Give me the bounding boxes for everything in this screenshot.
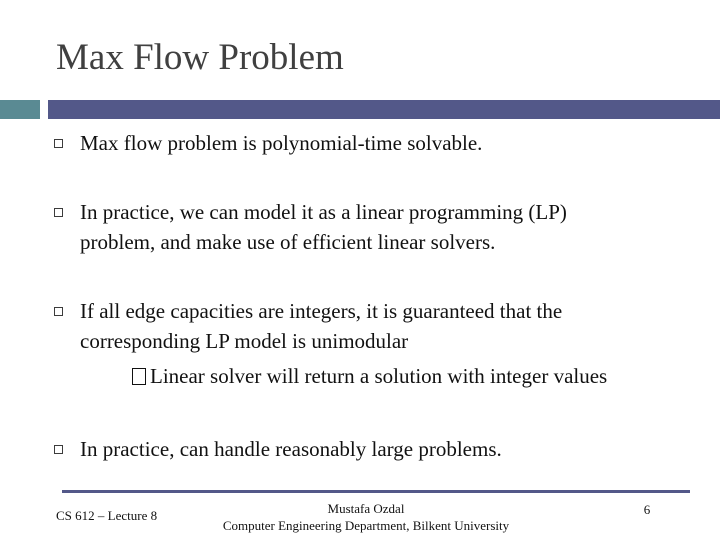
bullet-item-2 <box>80 197 695 257</box>
footer-attribution <box>206 500 526 534</box>
bullet-item-1 <box>80 128 695 158</box>
sub-bullet-text: Linear solver will return a solution with integer values <box>150 364 608 388</box>
square-bullet-icon <box>54 445 63 454</box>
page-number: 6 <box>643 502 651 517</box>
title-accent-bar-left <box>0 100 40 119</box>
footer-author: Mustafa Ozdal <box>327 501 405 516</box>
square-bullet-icon <box>54 307 63 316</box>
square-bullet-icon <box>54 208 63 217</box>
bullet-2-line-2: problem, and make use of efficient linear solvers. <box>80 230 496 254</box>
bullet-item-4 <box>80 434 695 464</box>
bullet-3-line-2: corresponding LP model is unimodular <box>80 329 409 353</box>
footer-course: CS 612 – Lecture 8 <box>56 508 158 523</box>
footer-department: Computer Engineering Department, Bilkent University <box>222 518 510 533</box>
bullet-item-3 <box>80 296 695 356</box>
square-bullet-icon <box>54 139 63 148</box>
sub-bullet-item <box>132 362 607 390</box>
bullet-1-line-1: Max flow problem is polynomial-time solvable. <box>80 131 483 155</box>
arrow-glyph-icon <box>132 368 146 385</box>
bullet-3-line-1: If all edge capacities are integers, it is guaranteed that the <box>80 299 563 323</box>
slide-title: Max Flow Problem <box>56 37 344 78</box>
title-accent-bar-right <box>48 100 720 119</box>
bullet-2-line-1: In practice, we can model it as a linear programming (LP) <box>80 200 567 224</box>
footer-divider <box>62 490 690 493</box>
bullet-4-line-1: In practice, can handle reasonably large problems. <box>80 437 502 461</box>
